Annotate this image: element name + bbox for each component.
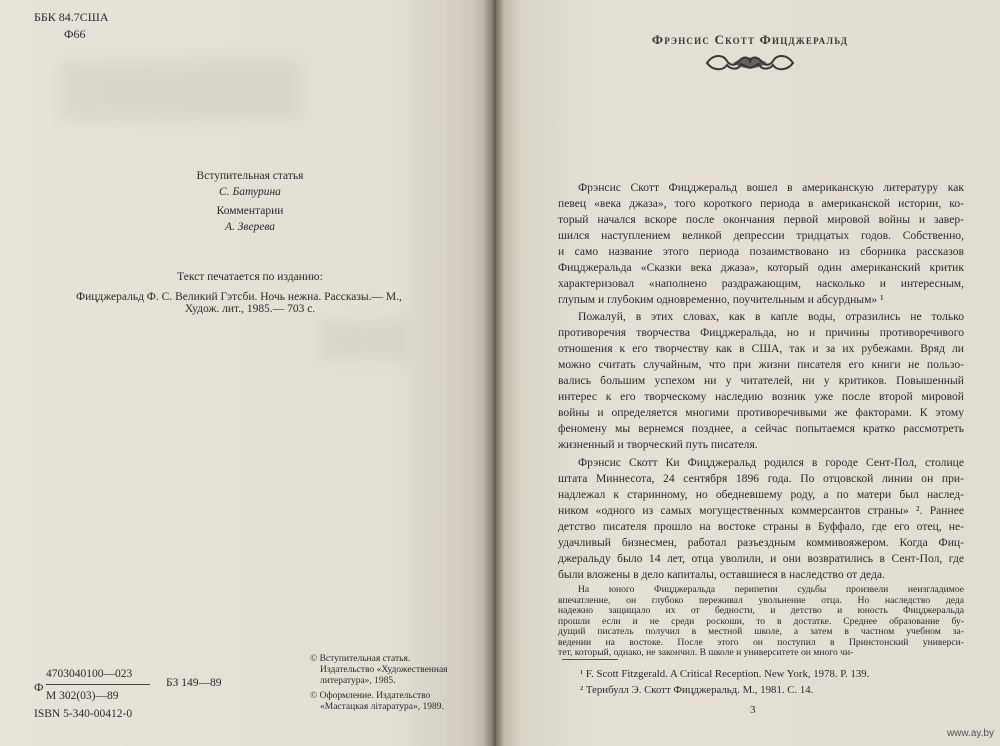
decorative-ornament xyxy=(703,52,797,74)
footnote-rule xyxy=(562,659,618,660)
text-line: дущий писатель получил в местной школе, а затем в частном учебном за- xyxy=(558,627,964,637)
text-line: надлежал к старинному, но обедневшему роду, а по матери был наслед- xyxy=(558,488,964,501)
text-line: Фицджеральда «Сказки века джаза», который один американский критик xyxy=(558,261,964,274)
edition-reference: Фицджеральд Ф. С. Великий Гэтсби. Ночь нежна. Рассказы.— М., xyxy=(76,291,402,303)
text-line: тет, который, однако, не закончил. В школе и университете он много чи- xyxy=(558,648,854,658)
text-line: джеральду было 14 лет, отца уволили, и они возвратились в Сент-Пол, где xyxy=(558,552,964,565)
credit-line: Комментарии xyxy=(216,205,284,217)
running-header: Фрэнсис Скотт Фицджеральд xyxy=(651,32,849,47)
text-line: шился наступлением великой депрессии тридцатых годов. Собственно, xyxy=(558,229,964,242)
text-line: интерес к его творческому наследию возник уже после второй мировой xyxy=(558,390,964,403)
text-line: торый начался вскоре после окончания первой мировой войны и завер- xyxy=(558,213,964,226)
show-through-shadow xyxy=(320,320,410,360)
text-line: Фрэнсис Скотт Фицджеральд вошел в американскую литературу как xyxy=(578,181,964,194)
copyright-line: Издательство «Художественная литература», 1985. xyxy=(320,665,448,686)
text-line: отношения к его творчеству как в США, так и за их рубежами. Вряд ли xyxy=(558,342,964,355)
copyright-line: «Мастацкая літаратура», 1989. xyxy=(320,702,444,712)
credit-line: Вступительная статья xyxy=(196,170,304,182)
footnote: ¹ F. Scott Fitzgerald. A Critical Reception. New York, 1978. P. 139. xyxy=(580,668,870,680)
text-line: удачливый бизнесмен, работал разъездным коммивояжером. Когда Фиц- xyxy=(558,536,964,549)
text-line: прошли если и не среди роскоши, то в достатке. Среднее образование бу- xyxy=(558,616,964,627)
show-through-shadow xyxy=(60,60,300,120)
text-line: глупым и глубоким одновременно, поучительным и абсурдным» ¹ xyxy=(558,293,884,306)
text-line: войны и определяется многими противоречивыми же факторами. К этому xyxy=(558,406,964,419)
text-line: На юного Фицджеральда перипетии судьбы произвели неизгладимое xyxy=(578,585,964,595)
text-line: противоречия творчества Фицджеральда, но и причины противоречивого xyxy=(558,326,964,339)
watermark: www.ay.by xyxy=(946,728,994,739)
imprint-fraction-line xyxy=(46,684,150,685)
imprint-code: 4703040100—023 xyxy=(46,668,133,680)
credit-line: А. Зверева xyxy=(224,221,276,233)
text-line: певец «века джаза», того короткого периода в американской истории, ко- xyxy=(558,197,964,210)
imprint-bz: БЗ 149—89 xyxy=(166,677,222,689)
copyright-line: © Оформление. Издательство xyxy=(310,691,431,701)
imprint-code: М 302(03)—89 xyxy=(46,690,119,702)
edition-reference: Худож. лит., 1985.— 703 с. xyxy=(184,303,316,315)
isbn: ISBN 5-340-00412-0 xyxy=(34,708,133,720)
bbk-code: ББК 84.7США xyxy=(34,10,109,24)
text-line: жизненный и творческий путь писателя. xyxy=(558,438,758,451)
text-line: феномену мы вернемся позднее, а сейчас попытаемся кратко рассмотреть xyxy=(558,422,964,435)
footnote: ² Тернбулл Э. Скотт Фицджеральд. М., 1981. С. 14. xyxy=(580,684,814,696)
copyright-block xyxy=(310,654,480,713)
text-line: Фрэнсис Скотт Ки Фицджеральд родился в городе Сент-Пол, столице xyxy=(578,456,964,469)
text-line: штата Миннесота, 24 сентября 1896 года. По отцовской линии он при- xyxy=(558,472,964,485)
text-line: были вложены в дело капиталы, оставшиеся в наследство от деда. xyxy=(558,568,885,581)
text-line: можно считать случайным, что при жизни писателя его книги не пользо- xyxy=(558,358,964,371)
text-line: ником «одного из самых могущественных коммерсантов страны» ². Раннее xyxy=(558,504,964,517)
page-number: 3 xyxy=(750,704,756,716)
edition-note: Текст печатается по изданию: xyxy=(177,271,323,283)
copyright-line: © Вступительная статья. xyxy=(310,654,411,664)
text-line: надежно защищало их от бедности, и детство и юность Фицджеральда xyxy=(558,606,964,616)
text-line: вались большим успехом ни у читателей, ни у критиков. Повышенный xyxy=(558,374,964,387)
text-line: характеризовал «наполнено раздражающим, насколько и интересным, xyxy=(558,277,964,290)
text-line: Пожалуй, в этих словах, как в капле воды, отразились не только xyxy=(578,310,964,323)
imprint-f-letter: Ф xyxy=(34,680,44,694)
text-line: впечатление, он глубоко переживал увольнение отца. Но наследство деда xyxy=(558,595,964,606)
text-line: и само название этого периода позаимствовано из сборника рассказов xyxy=(558,245,964,258)
book-spine-shadow xyxy=(484,0,504,746)
credit-line: С. Батурина xyxy=(219,186,281,198)
text-line: детство писателя прошло на востоке страны в Буффало, где его отец, не- xyxy=(558,520,964,533)
author-sign: Ф66 xyxy=(64,27,86,41)
text-line: ведении на востоке. После этого он поступил в Принстонский универси- xyxy=(558,637,964,648)
